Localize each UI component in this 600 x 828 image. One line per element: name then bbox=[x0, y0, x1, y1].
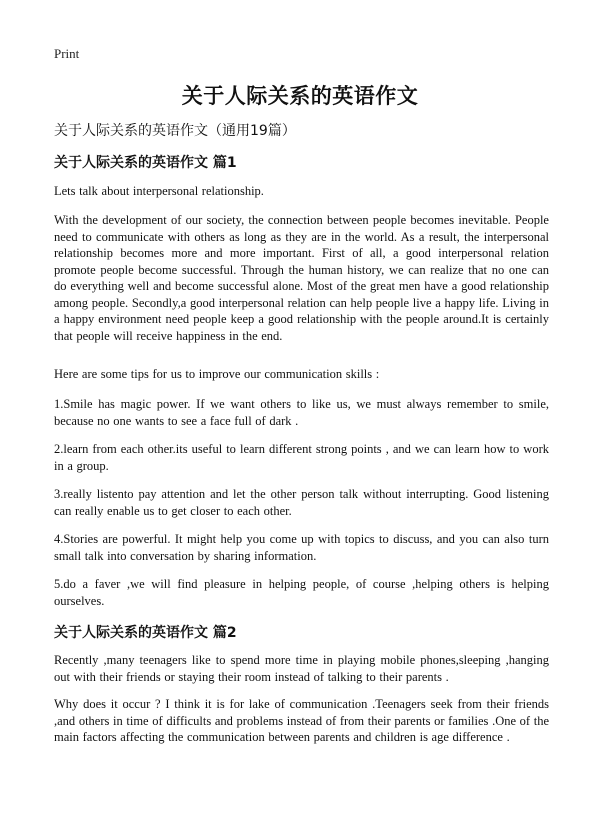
paragraph: 5.do a faver ,we will find pleasure in helping people, of course ,helping others is helping ourselves. bbox=[54, 577, 549, 608]
paragraph: Here are some tips for us to improve our communication skills : bbox=[54, 367, 380, 381]
section-heading-2: 关于人际关系的英语作文 篇2 bbox=[54, 625, 237, 641]
section-heading-1: 关于人际关系的英语作文 篇1 bbox=[54, 155, 237, 171]
paragraph: 4.Stories are powerful. It might help you come up with topics to discuss, and you can also turn small talk into conversation by sharing information. bbox=[54, 532, 549, 563]
document-title: 关于人际关系的英语作文 bbox=[181, 84, 419, 108]
paragraph: 1.Smile has magic power. If we want others to like us, we must always remember to smile, because no one wants to see a face full of dark . bbox=[54, 397, 549, 428]
paragraph: Recently ,many teenagers like to spend more time in playing mobile phones,sleeping ,hanging out with their friends or staying their room instead of talking to their parents . bbox=[54, 653, 549, 684]
paragraph: With the development of our society, the connection between people becomes inevitable. People need to communicate with others as long as they are in the world. As a result, the interpersonal relationship becomes more and more important. First of all, a good interpersonal relation promote people become successful. Through the human history, we can realize that no one can do everything well and become successful alone. Most of the great men have a good relationship among people. Secondly,a good interpersonal relation can help people live a happy life. Living in a happy environment need people keep a good relationship with the people around.It is certainly that people will receive happiness in the end. bbox=[54, 213, 549, 343]
paragraph: 3.really listento pay attention and let the other person talk without interrupting. Good listening can really enable us to get closer to each other. bbox=[54, 487, 549, 518]
paragraph: Why does it occur ? I think it is for lake of communication .Teenagers seek from their friends ,and others in time of difficults and problems instead of from their parents or families .One of the main factors affecting the communication between parents and children is age difference . bbox=[54, 697, 549, 744]
paragraph: Lets talk about interpersonal relationship. bbox=[54, 184, 264, 198]
print-link[interactable]: Print bbox=[54, 46, 80, 61]
document-subtitle: 关于人际关系的英语作文（通用19篇） bbox=[54, 123, 296, 139]
paragraph: 2.learn from each other.its useful to learn different strong points , and we can learn how to work in a group. bbox=[54, 442, 549, 473]
